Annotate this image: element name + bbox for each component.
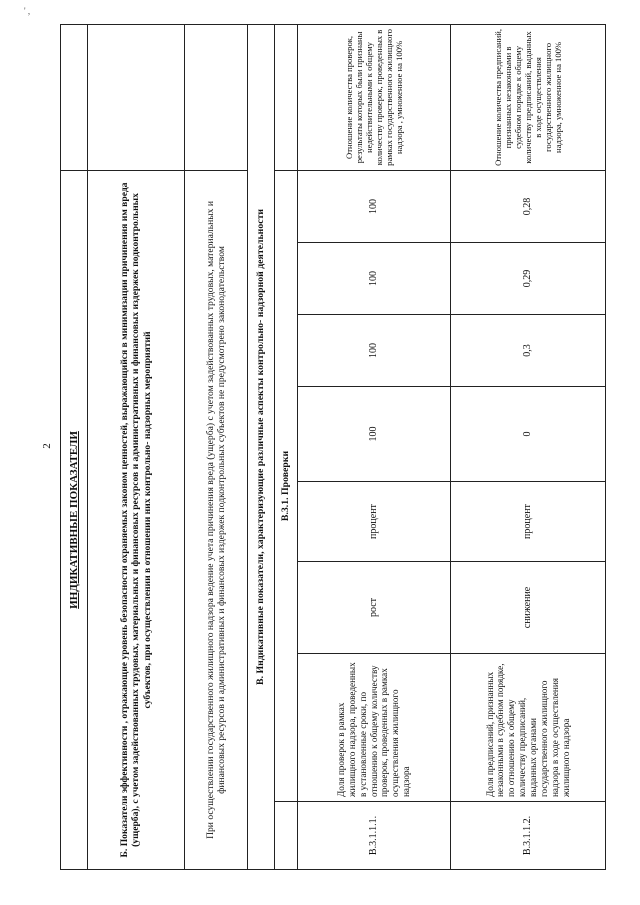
row-unit: процент [451, 482, 606, 562]
rotated-table-sheet [60, 25, 615, 870]
table-row [298, 24, 451, 869]
row-formula: Отношение количества предписаний, признанных незаконными в судебном порядке к общему количеству предписаний, выданных в ходе осуществления государственного жилищного надзора, умноженное на 100% [451, 24, 606, 170]
section-b-note: При осуществлении государственного жилищного надзора ведение учета причинения вреда (ущерба) с учетом задействованных трудовых, материальных и финансовых ресурсов и административных и финансовых издержек подконтрольных субъектов не предусмотрено законодательством [185, 170, 248, 869]
row-value-1: 0 [451, 387, 606, 482]
row-value-4: 0,28 [451, 170, 606, 242]
section-b-heading: Б. Показатели эффективности , отражающие уровень безопасности охраняемых законом ценностей, выражающийся в минимизации причинения им вреда (ущерба), с учетом задействованных трудовых, материальных и финансовых ресурсов и административных и финансовых издержек подконтрольных субъектов, при осуществлении в отношении них контрольно- надзорных мероприятий [88, 170, 185, 869]
indicators-table [60, 24, 606, 870]
row-value-1: 100 [298, 387, 451, 482]
table-row [451, 24, 606, 869]
row-value-2: 0,3 [451, 315, 606, 387]
row-trend: снижение [451, 562, 606, 654]
row-formula: Отношение количества проверок, результаты которых были признаны недействительными к общему количеству проверок, проведенных в рамках государственного жилищного надзора , умноженное на 100% [298, 24, 451, 170]
page-number: 2 [40, 443, 53, 449]
empty-cell [275, 24, 298, 170]
row-value-2: 100 [298, 315, 451, 387]
row-value-4: 100 [298, 170, 451, 242]
scan-mark: ' , [24, 6, 31, 16]
row-code: В.3.1.1.1. [298, 802, 451, 870]
row-value-3: 100 [298, 243, 451, 315]
row-value-3: 0,29 [451, 243, 606, 315]
table-title: ИНДИКАТИВНЫЕ ПОКАЗАТЕЛИ [61, 170, 88, 869]
section-v-heading: В. Индикативные показатели, характеризующие различные аспекты контрольно- надзорной деятельности [248, 24, 275, 869]
empty-cell [185, 24, 248, 170]
row-name: Доля проверок в рамках жилищного надзора, проведенных в установленные сроки, по отношению к общему количеству проверок, проведенных в рамках осуществления жилищного надзора [298, 654, 451, 802]
row-unit: процент [298, 482, 451, 562]
empty-cell [275, 802, 298, 870]
row-name: Доля предписаний, признанных незаконными в судебном порядке, по отношению к общему количеству предписаний, выданных органами государственного жилищного надзора в ходе осуществления жилищного надзора [451, 654, 606, 802]
row-trend: рост [298, 562, 451, 654]
empty-cell [88, 24, 185, 170]
empty-cell [61, 24, 88, 170]
row-code: В.3.1.1.2. [451, 802, 606, 870]
section-v1-heading: В.3.1. Проверки [275, 170, 298, 801]
